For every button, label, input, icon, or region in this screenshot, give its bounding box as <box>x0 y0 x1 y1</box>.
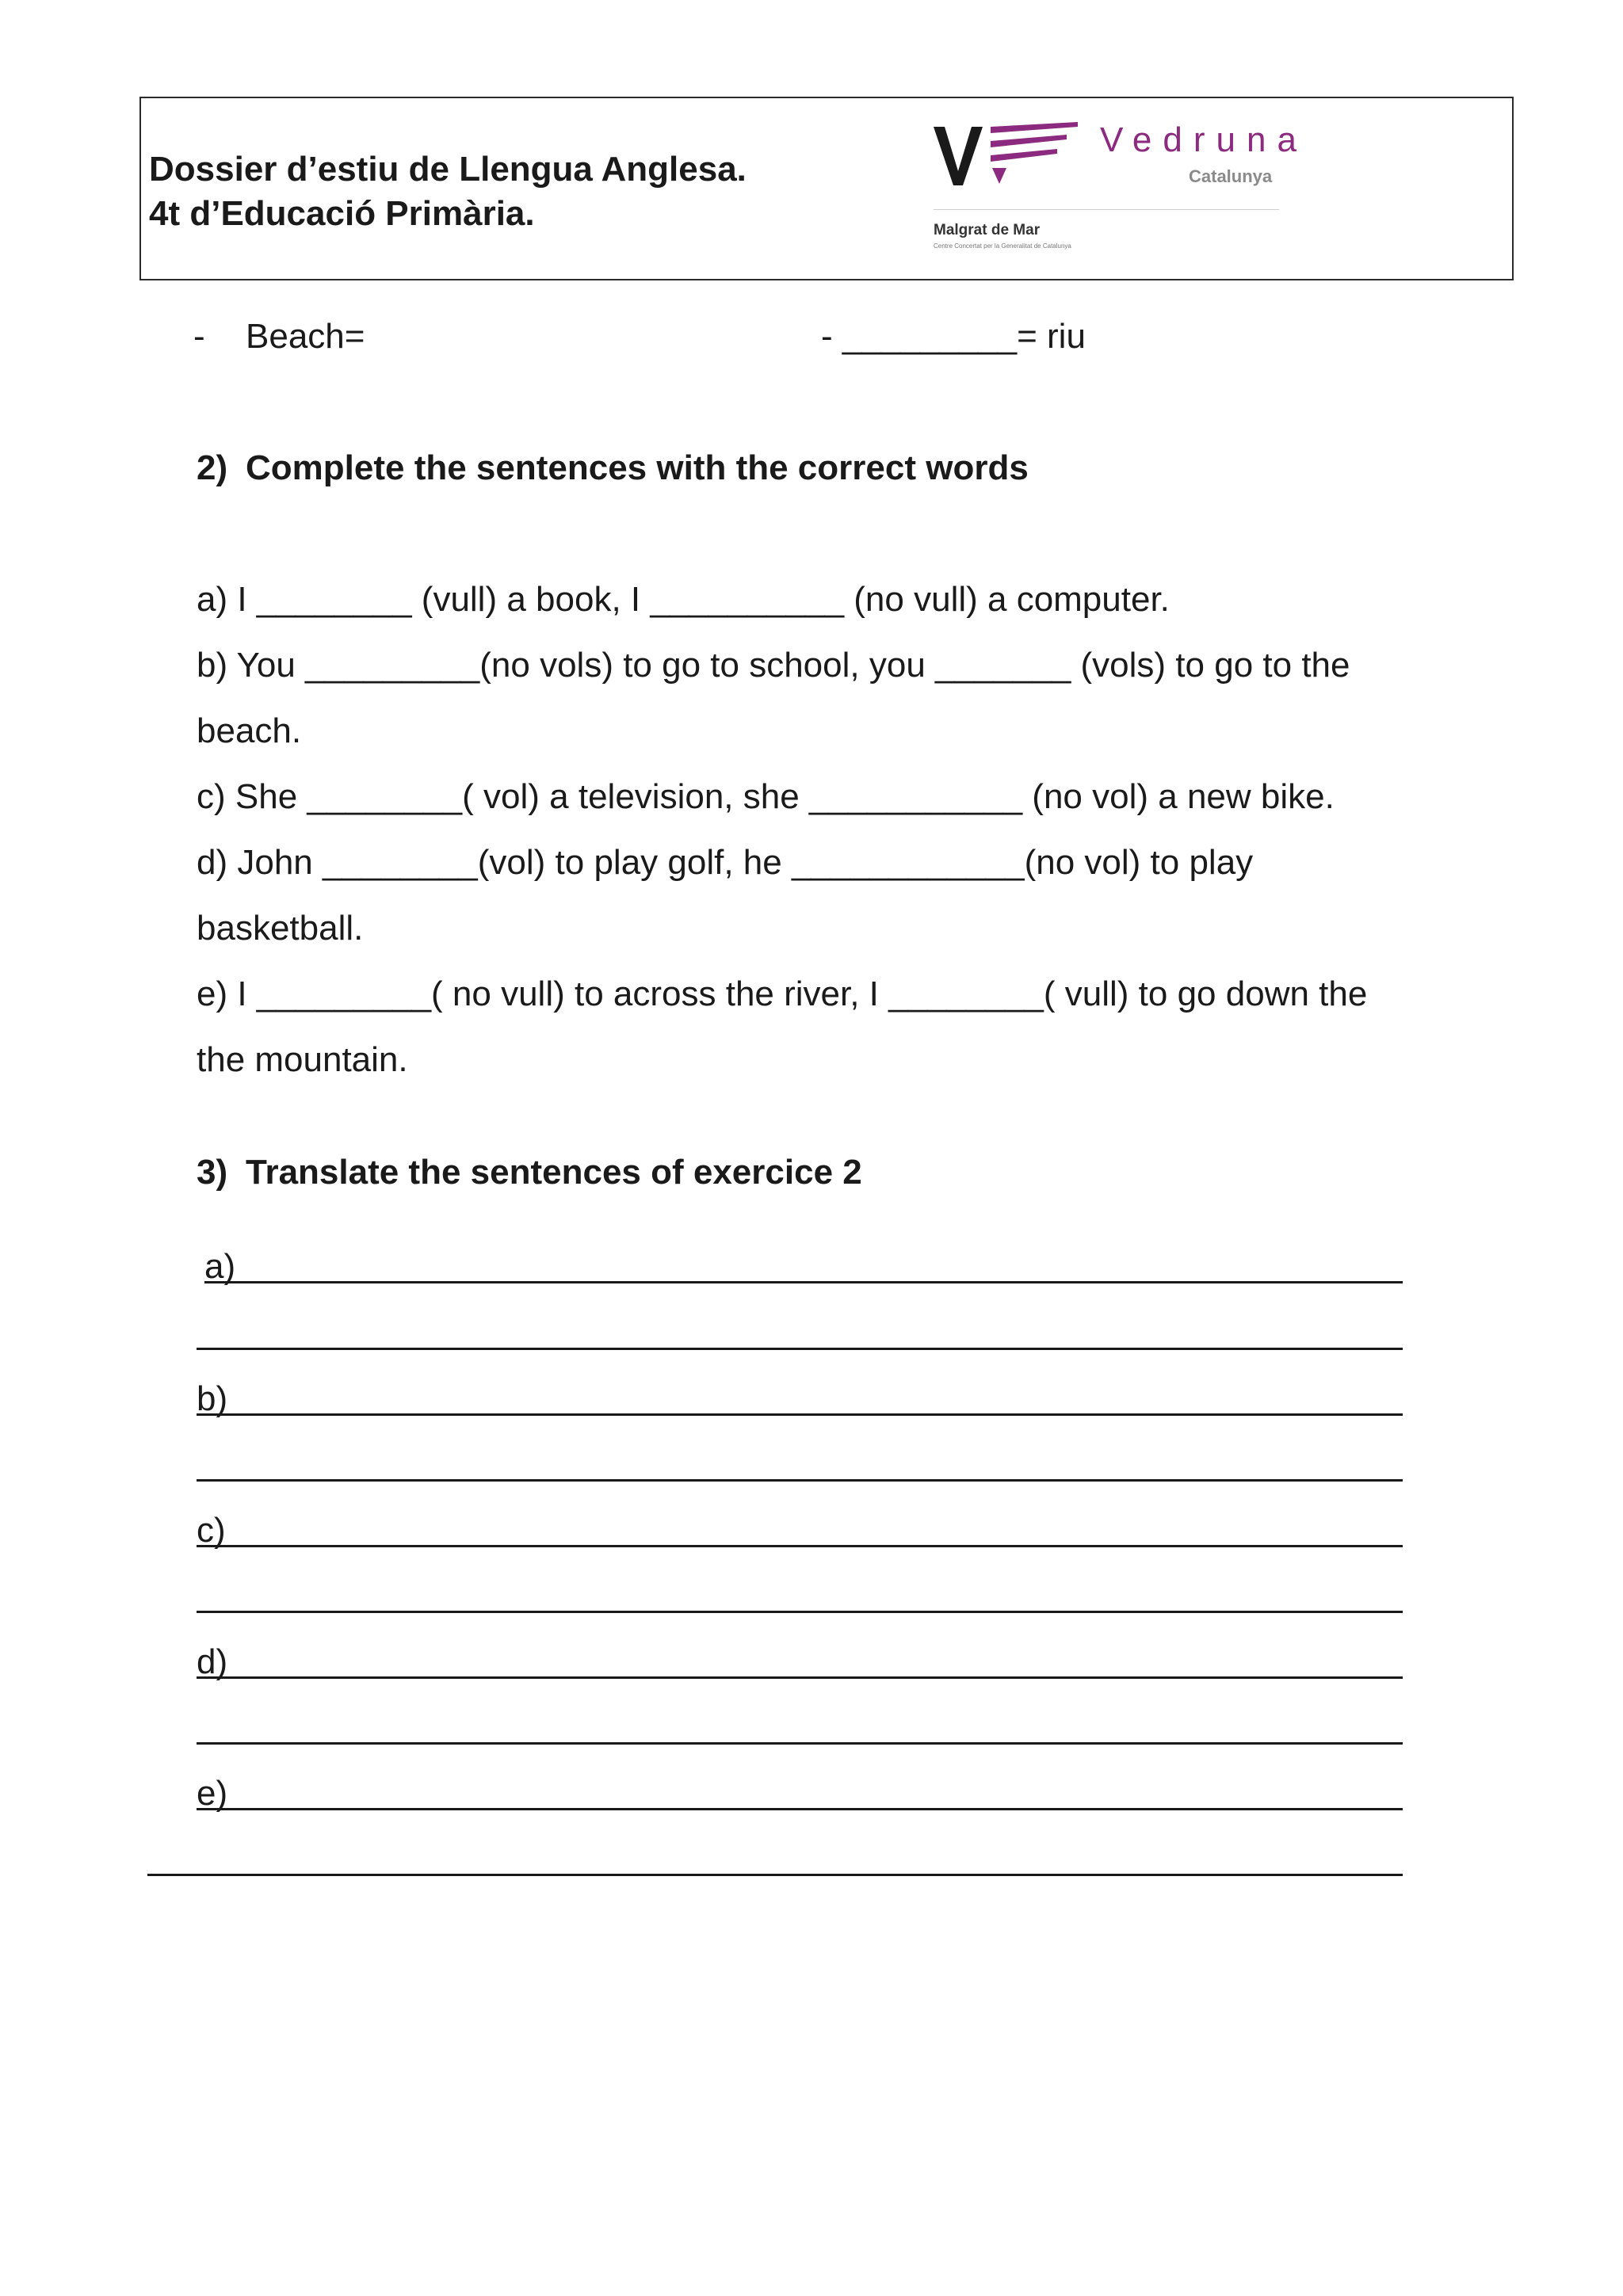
answer-line-a-continued[interactable] <box>197 1315 1403 1350</box>
answer-line-b[interactable] <box>197 1381 1403 1416</box>
vocab-right-item: - _________= riu <box>821 317 1086 356</box>
answer-label-e: e) <box>197 1774 228 1813</box>
answer-label-c: c) <box>197 1511 226 1550</box>
logo-city: Malgrat de Mar <box>934 222 1041 238</box>
logo-tagline: Centre Concertat per la Generalitat de Catalunya <box>934 242 1071 250</box>
exercise-2-heading <box>197 448 1029 488</box>
title-line-1: Dossier d’estiu de Llengua Anglesa. <box>149 150 747 189</box>
sentence-line: c) She ________( vol) a television, she ___________ (no vol) a new bike. <box>197 777 1335 816</box>
document-title <box>149 147 747 236</box>
logo-divider <box>934 209 1279 210</box>
exercise-3-title: Translate the sentences of exercice 2 <box>246 1153 862 1192</box>
answer-line-e[interactable] <box>197 1774 1403 1813</box>
logo-wordmark: Vedruna <box>1100 120 1308 159</box>
sentence-line: the mountain. <box>197 1040 408 1079</box>
exercise-2-title: Complete the sentences with the correct words <box>246 448 1029 487</box>
sentence-line: b) You _________(no vols) to go to school, you _______ (vols) to go to the <box>197 646 1350 685</box>
answer-label-d: d) <box>197 1642 228 1681</box>
exercise-3-number: 3) <box>197 1153 228 1192</box>
vedruna-logo <box>934 114 1308 257</box>
vocab-left-term: Beach= <box>246 317 365 356</box>
sentence-line: beach. <box>197 711 302 750</box>
answer-line-a[interactable] <box>204 1247 1403 1286</box>
answer-line-d-continued[interactable] <box>197 1710 1403 1745</box>
answer-line-c[interactable] <box>197 1511 1403 1550</box>
answer-line-c-continued[interactable] <box>197 1578 1403 1613</box>
answer-label-b: b) <box>197 1379 228 1418</box>
exercise-3-heading <box>197 1153 862 1192</box>
title-line-2: 4t d’Educació Primària. <box>149 194 535 233</box>
sentence-line: basketball. <box>197 909 364 948</box>
vedruna-v-icon <box>934 122 1084 193</box>
answer-line-d[interactable] <box>197 1644 1403 1679</box>
answer-line-e-continued[interactable] <box>147 1841 1403 1876</box>
answer-label-a: a) <box>204 1247 236 1286</box>
header-box <box>139 97 1514 280</box>
logo-region: Catalunya <box>1189 166 1273 186</box>
sentence-line: e) I _________( no vull) to across the river, I ________( vull) to go down the <box>197 974 1368 1013</box>
vocab-bullet: - <box>193 317 205 356</box>
sentence-line: a) I ________ (vull) a book, I __________ (no vull) a computer. <box>197 580 1170 619</box>
answer-line-b-continued[interactable] <box>197 1447 1403 1482</box>
exercise-2-number: 2) <box>197 448 228 487</box>
sentence-line: d) John ________(vol) to play golf, he ____________(no vol) to play <box>197 843 1254 882</box>
